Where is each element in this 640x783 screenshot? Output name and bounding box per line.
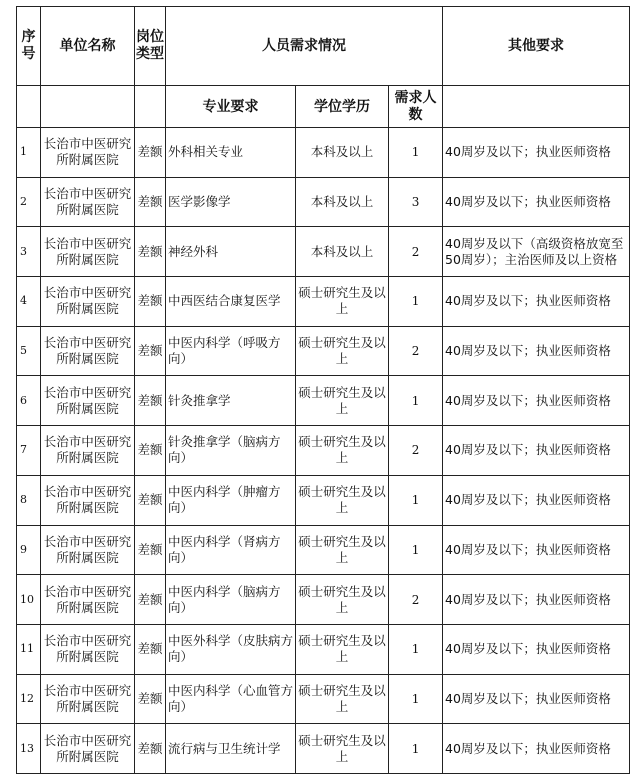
table-row: [17, 674, 630, 724]
cell-count: 1: [389, 128, 443, 178]
cell-seq: 13: [17, 724, 41, 774]
cell-unit: 长治市中医研究所附属医院: [41, 376, 135, 426]
cell-count: 2: [389, 575, 443, 625]
cell-unit: 长治市中医研究所附属医院: [41, 277, 135, 327]
cell-post-type: 差额: [135, 426, 166, 476]
table-row: [17, 525, 630, 575]
table-row: [17, 426, 630, 476]
cell-seq: 3: [17, 227, 41, 277]
cell-seq: 2: [17, 177, 41, 227]
cell-other: 40周岁及以下；执业医师资格: [443, 624, 630, 674]
cell-major: 中医内科学（肿瘤方向）: [166, 475, 296, 525]
cell-unit: 长治市中医研究所附属医院: [41, 475, 135, 525]
cell-major: 神经外科: [166, 227, 296, 277]
cell-post-type: 差额: [135, 624, 166, 674]
cell-major: 中西医结合康复医学: [166, 277, 296, 327]
cell-other: 40周岁及以下（高级资格放宽至50周岁）；主治医师及以上资格: [443, 227, 630, 277]
cell-major: 医学影像学: [166, 177, 296, 227]
header-major: 专业要求: [166, 86, 296, 128]
cell-count: 1: [389, 674, 443, 724]
cell-degree: 本科及以上: [296, 128, 389, 178]
cell-unit: 长治市中医研究所附属医院: [41, 624, 135, 674]
cell-seq: 5: [17, 326, 41, 376]
cell-unit: 长治市中医研究所附属医院: [41, 724, 135, 774]
cell-post-type: 差额: [135, 575, 166, 625]
cell-major: 流行病与卫生统计学: [166, 724, 296, 774]
header-row-2: [17, 86, 630, 128]
table-row: [17, 326, 630, 376]
cell-seq: 12: [17, 674, 41, 724]
table-row: [17, 177, 630, 227]
cell-seq: 7: [17, 426, 41, 476]
cell-major: 针灸推拿学: [166, 376, 296, 426]
table-row: [17, 624, 630, 674]
cell-seq: 8: [17, 475, 41, 525]
cell-major: 中医外科学（皮肤病方向）: [166, 624, 296, 674]
cell-degree: 硕士研究生及以上: [296, 674, 389, 724]
cell-degree: 硕士研究生及以上: [296, 475, 389, 525]
table-row: [17, 128, 630, 178]
cell-degree: 硕士研究生及以上: [296, 326, 389, 376]
cell-degree: 硕士研究生及以上: [296, 277, 389, 327]
cell-count: 1: [389, 525, 443, 575]
cell-other: 40周岁及以下；执业医师资格: [443, 475, 630, 525]
table-row: [17, 376, 630, 426]
cell-seq: 4: [17, 277, 41, 327]
cell-seq: 9: [17, 525, 41, 575]
table-body: [17, 128, 630, 774]
cell-degree: 硕士研究生及以上: [296, 575, 389, 625]
table-row: [17, 227, 630, 277]
cell-count: 2: [389, 227, 443, 277]
cell-other: 40周岁及以下；执业医师资格: [443, 426, 630, 476]
header-empty-2: [41, 86, 135, 128]
header-degree: 学位学历: [296, 86, 389, 128]
cell-other: 40周岁及以下；执业医师资格: [443, 277, 630, 327]
cell-count: 1: [389, 724, 443, 774]
cell-post-type: 差额: [135, 227, 166, 277]
cell-other: 40周岁及以下；执业医师资格: [443, 575, 630, 625]
cell-major: 中医内科学（脑病方向）: [166, 575, 296, 625]
cell-count: 2: [389, 326, 443, 376]
cell-unit: 长治市中医研究所附属医院: [41, 128, 135, 178]
cell-unit: 长治市中医研究所附属医院: [41, 326, 135, 376]
cell-count: 2: [389, 426, 443, 476]
cell-other: 40周岁及以下；执业医师资格: [443, 326, 630, 376]
cell-other: 40周岁及以下；执业医师资格: [443, 177, 630, 227]
cell-other: 40周岁及以下；执业医师资格: [443, 674, 630, 724]
cell-major: 针灸推拿学（脑病方向）: [166, 426, 296, 476]
table-row: [17, 575, 630, 625]
header-empty-3: [135, 86, 166, 128]
cell-major: 外科相关专业: [166, 128, 296, 178]
cell-degree: 硕士研究生及以上: [296, 624, 389, 674]
cell-count: 1: [389, 277, 443, 327]
cell-post-type: 差额: [135, 376, 166, 426]
table-row: [17, 277, 630, 327]
cell-unit: 长治市中医研究所附属医院: [41, 426, 135, 476]
cell-other: 40周岁及以下；执业医师资格: [443, 724, 630, 774]
cell-unit: 长治市中医研究所附属医院: [41, 674, 135, 724]
header-count: 需求人数: [389, 86, 443, 128]
cell-other: 40周岁及以下；执业医师资格: [443, 525, 630, 575]
table-row: [17, 724, 630, 774]
cell-major: 中医内科学（心血管方向）: [166, 674, 296, 724]
cell-other: 40周岁及以下；执业医师资格: [443, 128, 630, 178]
header-empty-4: [443, 86, 630, 128]
header-row-1: [17, 7, 630, 86]
cell-seq: 10: [17, 575, 41, 625]
cell-unit: 长治市中医研究所附属医院: [41, 177, 135, 227]
cell-count: 3: [389, 177, 443, 227]
cell-post-type: 差额: [135, 674, 166, 724]
cell-other: 40周岁及以下；执业医师资格: [443, 376, 630, 426]
cell-degree: 硕士研究生及以上: [296, 525, 389, 575]
cell-unit: 长治市中医研究所附属医院: [41, 227, 135, 277]
cell-post-type: 差额: [135, 277, 166, 327]
cell-count: 1: [389, 475, 443, 525]
cell-post-type: 差额: [135, 326, 166, 376]
cell-seq: 11: [17, 624, 41, 674]
cell-degree: 硕士研究生及以上: [296, 724, 389, 774]
cell-post-type: 差额: [135, 525, 166, 575]
header-demand: 人员需求情况: [166, 7, 443, 86]
cell-degree: 本科及以上: [296, 227, 389, 277]
cell-major: 中医内科学（呼吸方向）: [166, 326, 296, 376]
header-other: 其他要求: [443, 7, 630, 86]
cell-post-type: 差额: [135, 177, 166, 227]
cell-post-type: 差额: [135, 475, 166, 525]
cell-degree: 本科及以上: [296, 177, 389, 227]
recruitment-table: [16, 6, 630, 774]
cell-count: 1: [389, 376, 443, 426]
header-empty-1: [17, 86, 41, 128]
cell-degree: 硕士研究生及以上: [296, 376, 389, 426]
cell-major: 中医内科学（肾病方向）: [166, 525, 296, 575]
header-seq: 序号: [17, 7, 41, 86]
cell-post-type: 差额: [135, 724, 166, 774]
cell-post-type: 差额: [135, 128, 166, 178]
cell-unit: 长治市中医研究所附属医院: [41, 575, 135, 625]
header-unit: 单位名称: [41, 7, 135, 86]
table-row: [17, 475, 630, 525]
cell-seq: 6: [17, 376, 41, 426]
cell-seq: 1: [17, 128, 41, 178]
cell-count: 1: [389, 624, 443, 674]
header-post-type: 岗位类型: [135, 7, 166, 86]
cell-unit: 长治市中医研究所附属医院: [41, 525, 135, 575]
cell-degree: 硕士研究生及以上: [296, 426, 389, 476]
